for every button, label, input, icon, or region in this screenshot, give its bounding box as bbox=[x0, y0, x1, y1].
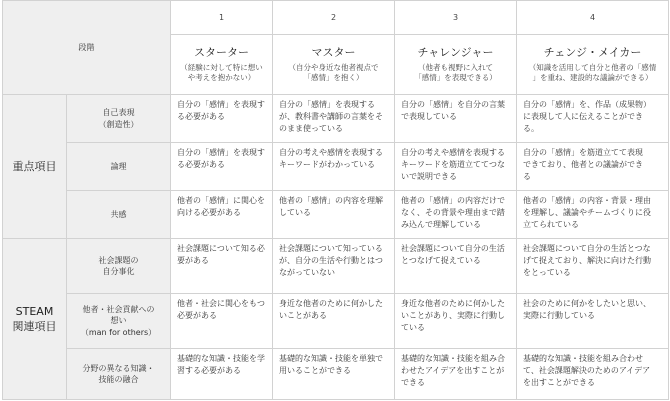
cell-empathy-2: 他者の「感情」の内容を理解 している bbox=[273, 191, 395, 239]
item-contribution: 他者・社会貢献への 想い （man for others） bbox=[67, 294, 171, 349]
level-4-desc: （知識を活用して自分と他者の「感情 」を重ね、建設的な議論ができる） bbox=[528, 62, 657, 82]
item-empathy: 共感 bbox=[67, 191, 171, 239]
cell-self-expression-1: 自分の「感情」を表現す る必要がある bbox=[171, 95, 273, 143]
level-2-name: マスター bbox=[311, 45, 356, 59]
cell-social-issues-3: 社会課題について自分の生活 とつなげて捉えている bbox=[395, 239, 517, 294]
cell-knowledge-fusion-1: 基礎的な知識・技能を学 習する必要がある bbox=[171, 349, 273, 400]
cell-social-issues-1: 社会課題について知る必 要がある bbox=[171, 239, 273, 294]
cell-empathy-3: 他者の「感情」の内容だけで なく、その背景や理由まで踏 み込んで理解している bbox=[395, 191, 517, 239]
level-4-header bbox=[517, 35, 669, 95]
level-2-desc: （自分や身近な他者視点で 「感情」を抱く） bbox=[288, 62, 379, 82]
level-3-number: 3 bbox=[395, 1, 517, 35]
level-3-header bbox=[395, 35, 517, 95]
level-1-number: 1 bbox=[171, 1, 273, 35]
level-3-name: チャレンジャー bbox=[417, 45, 494, 59]
cell-self-expression-4: 自分の「感情」を、作品（成果物） に表現して人に伝えることができ る。 bbox=[517, 95, 669, 143]
cell-knowledge-fusion-4: 基礎的な知識・技能を組み合わせ て、社会課題解決のためのアイデア を出すことができる bbox=[517, 349, 669, 400]
cell-logic-4: 自分の「感情」を筋道立てて表現 できており、他者との議論ができ る bbox=[517, 143, 669, 191]
level-4-name: チェンジ・メイカー bbox=[543, 45, 642, 59]
rubric-table bbox=[2, 0, 669, 400]
focus-group-text: 重点項目 bbox=[12, 160, 57, 173]
cell-contribution-3: 身近な他者のために何かした いことがあり、実際に行動し ている bbox=[395, 294, 517, 349]
cell-contribution-2: 身近な他者のために何かした いことがある bbox=[273, 294, 395, 349]
item-knowledge-fusion: 分野の異なる知識・ 技能の融合 bbox=[67, 349, 171, 400]
level-3-desc: （他者も視野に入れて 「感情」を表現できる） bbox=[414, 62, 497, 82]
cell-knowledge-fusion-2: 基礎的な知識・技能を単独で 用いることができる bbox=[273, 349, 395, 400]
level-2-number: 2 bbox=[273, 1, 395, 35]
cell-logic-1: 自分の「感情」を表現す る必要がある bbox=[171, 143, 273, 191]
level-2-header bbox=[273, 35, 395, 95]
cell-knowledge-fusion-3: 基礎的な知識・技能を組み合 わせたアイデアを出すことが できる bbox=[395, 349, 517, 400]
level-1-name: スターター bbox=[194, 45, 249, 59]
cell-contribution-1: 他者・社会に関心をもつ 必要がある bbox=[171, 294, 273, 349]
steam-group-label bbox=[3, 239, 67, 400]
item-self-expression: 自己表現 （創造性） bbox=[67, 95, 171, 143]
cell-social-issues-2: 社会課題について知っている が、自分の生活や行動とはつ ながっていない bbox=[273, 239, 395, 294]
cell-social-issues-4: 社会課題について自分の生活とつな げて捉えており、解決に向けた行動 をとっている bbox=[517, 239, 669, 294]
focus-group-label bbox=[3, 95, 67, 239]
steam-group-text: STEAM 関連項目 bbox=[12, 305, 57, 333]
item-social-issues: 社会課題の 自分事化 bbox=[67, 239, 171, 294]
stage-label: 段階 bbox=[78, 42, 95, 52]
level-1-header bbox=[171, 35, 273, 95]
cell-empathy-4: 他者の「感情」の内容・背景・理由 を理解し、議論やチームづくりに役 立てられている bbox=[517, 191, 669, 239]
cell-logic-2: 自分の考えや感情を表現する キーワードがわかっている bbox=[273, 143, 395, 191]
item-logic: 論理 bbox=[67, 143, 171, 191]
cell-self-expression-2: 自分の「感情」を表現する が、教科書や講師の言葉をそ のまま使っている bbox=[273, 95, 395, 143]
cell-logic-3: 自分の考えや感情を表現する キーワードを筋道立ててつな いで説明できる bbox=[395, 143, 517, 191]
cell-contribution-4: 社会のために何かをしたいと思い、 実際に行動している bbox=[517, 294, 669, 349]
cell-empathy-1: 他者の「感情」に関心を 向ける必要がある bbox=[171, 191, 273, 239]
level-1-desc: （経験に対して特に想い や考えを抱かない） bbox=[180, 62, 263, 82]
cell-self-expression-3: 自分の「感情」を自分の言葉 で表現している bbox=[395, 95, 517, 143]
level-4-number: 4 bbox=[517, 1, 669, 35]
stage-header bbox=[3, 1, 171, 95]
